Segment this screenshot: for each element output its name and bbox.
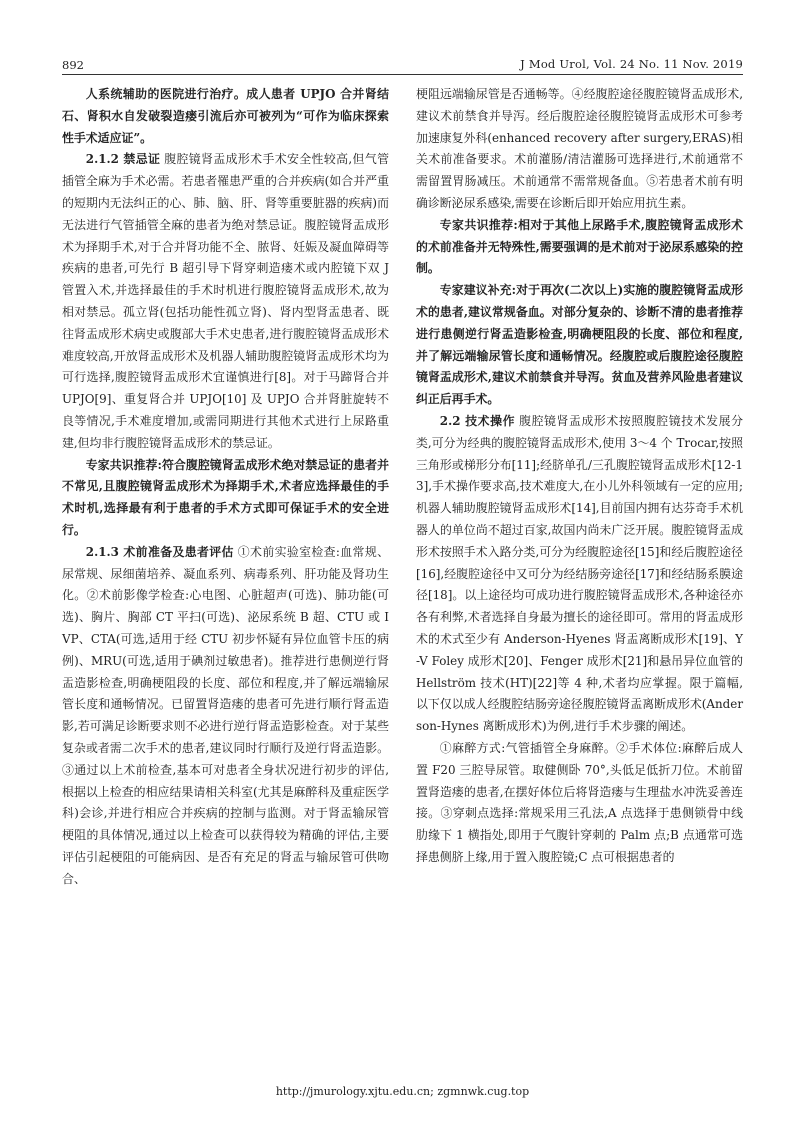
section-heading: 2.2 技术操作 [439, 413, 516, 428]
paragraph-continued: 梗阻远端输尿管是否通畅等。④经腹腔途径腹腔镜肾盂成形术,建议术前禁食并导泻。经后腹腔途径腹腔镜肾盂成形术可参考加速康复外科(enhanced recovery after surgery,ERAS)相关术前准备要求。术前灌肠/清洁灌肠可选择进行,术前通常不需留置胃肠减压。术前通常不需常规备血。⑤若患者术前有明确诊断泌尿系感染,需要在诊断后即开始应用抗生素。 [416, 87, 744, 210]
section-body: 腹腔镜肾盂成形术按照腹腔镜技术发展分类,可分为经典的腹腔镜肾盂成形术,使用 3～4 个 Trocar,按照三角形或梯形分布[11];经脐单孔/三孔腹腔镜肾盂成形术[12-13],手术操作要求高,技术难度大,在小儿外科领域有一定的应用;机器人辅助腹腔镜肾盂成形术[14],目前国内拥有达芬奇手术机器人的单位尚不超过百家,故国内尚未广泛开展。腹腔镜肾盂成形术按照手术入路分类,可分为经腹腔途径[15]和经后腹腔途径[16],经腹腔途径中又可分为经结肠旁途径[17]和经结肠系膜途径[18]。以上途径均可成功进行腹腔镜肾盂成形术,各种途径亦各有利弊,术者选择自身最为擅长的途径即可。常用的肾盂成形术的术式至少有 Anderson-Hyenes 肾盂离断成形术[19]、Y-V Foley 成形术[20]、Fenger 成形术[21]和悬吊异位血管的 Hellström 技术(HT)[22]等 4 种,术者均应掌握。限于篇幅,以下仅以成人经腹腔结肠旁途径腹腔镜肾盂离断成形术(Anderson-Hynes 离断成形术)为例,进行手术步骤的阐述。 [416, 413, 743, 734]
section-heading: 2.1.2 禁忌证 [85, 152, 161, 167]
paragraph-bold-intro: 人系统辅助的医院进行治疗。成人患者 UPJO 合并肾结石、肾积水自发破裂造瘘引流后亦可被列为“可作为临床探索性手术适应证”。 [62, 87, 389, 145]
section-body: 腹腔镜肾盂成形术手术安全性较高,但气管插管全麻为手术必需。若患者罹患严重的合并疾病(如合并严重的短期内无法纠正的心、肺、脑、肝、肾等重要脏器的疾病)而无法进行气管插管全麻的患者为绝对禁忌证。腹腔镜肾盂成形术为择期手术,对于合并肾功能不全、脓肾、妊娠及凝血障碍等疾病的患者,可先行 B 超引导下肾穿刺造瘘术或内腔镜下双 J 管置入术,并选择最佳的手术时机进行腹腔镜肾盂成形术,故为相对禁忌。孤立肾(包括功能性孤立肾)、肾内型肾盂患者、既往肾盂成形术病史或腹部大手术史患者,进行腹腔镜肾盂成形术难度较高,开放肾盂成形术及机器人辅助腹腔镜肾盂成形术均为可行选择,腹腔镜肾盂成形术宜谨慎进行[8]。对于马蹄肾合并 UPJO[9]、重复肾合并 UPJO[10] 及 UPJO 合并肾脏旋转不良等情况,手术难度增加,或需同期进行其他术式进行上尿路重建,但均非行腹腔镜肾盂成形术的禁忌证。 [62, 152, 389, 450]
section-contraindications [62, 149, 389, 454]
journal-reference: J Mod Urol, Vol. 24 No. 11 Nov. 2019 [520, 57, 743, 71]
right-column [416, 84, 743, 869]
page-number: 892 [62, 58, 84, 72]
expert-supplement: 专家建议补充:对于再次(二次以上)实施的腹腔镜肾盂成形术的患者,建议常规备血。对部分复杂的、诊断不清的患者推荐进行患侧逆行肾盂造影检查,明确梗阻段的长度、部位和程度,并了解远端输尿管长度和通畅情况。经腹腔或后腹腔途径腹腔镜肾盂成形术,建议术前禁食并导泻。贫血及营养风险患者建议纠正后再手术。 [416, 283, 743, 407]
left-column [62, 84, 389, 890]
paragraph-steps: ①麻醉方式:气管插管全身麻醉。②手术体位:麻醉后成人置 F20 三腔导尿管。取健侧卧 70°,头低足低折刀位。术前留置肾造瘘的患者,在摆好体位后将肾造瘘与生理盐水冲洗妥善连接。③穿刺点选择:常规采用三孔法,A 点选择于患侧锁骨中线肋缘下 1 横指处,即用于气腹针穿刺的 Palm 点;B 点通常可选择患侧脐上缘,用于置入腹腔镜;C 点可根据患者的 [416, 740, 743, 864]
header-rule [62, 74, 743, 75]
section-heading: 2.1.3 术前准备及患者评估 [85, 544, 234, 559]
consensus-recommendation: 专家共识推荐:符合腹腔镜肾盂成形术绝对禁忌证的患者并不常见,且腹腔镜肾盂成形术为择期手术,术者应选择最佳的手术时机,选择最有利于患者的手术方式即可保证手术的安全进行。 [62, 457, 389, 537]
consensus-recommendation: 专家共识推荐:相对于其他上尿路手术,腹腔镜肾盂成形术的术前准备并无特殊性,需要强调的是术前对于泌尿系感染的控制。 [416, 217, 743, 276]
footer-url: http://jmurology.xjtu.edu.cn; zgmnwk.cug.top [275, 1085, 530, 1098]
section-body: ①术前实验室检查:血常规、尿常规、尿细菌培养、凝血系列、病毒系列、肝功能及肾功生化。②术前影像学检查:心电图、心脏超声(可选)、肺功能(可选)、胸片、胸部 CT 平扫(可选)、泌尿系统 B 超、CTU 或 IVP、CTA(可选,适用于经 CTU 初步怀疑有异位血管卡压的病例)、MRU(可选,适用于碘剂过敏患者)。推荐进行患侧逆行肾盂造影检查,明确梗阻段的长度、部位和程度,并了解远端输尿管长度和通畅情况。已留置肾造瘘的患者可先进行顺行肾盂造影,若可满足诊断要求则不必进行逆行肾盂造影检查。对于某些复杂或者需二次手术的患者,建议同时行顺行及逆行肾盂造影。③通过以上术前检查,基本可对患者全身状况进行初步的评估,根据以上检查的相应结果请相关科室(尤其是麻醉科及重症医学科)会诊,并进行相应合并疾病的控制与监测。对于肾盂输尿管梗阻的具体情况,通过以上检查可以获得较为精确的评估,主要评估引起梗阻的可能病因、是否有充足的肾盂与输尿管可供吻合、 [62, 544, 389, 886]
section-preoperative [62, 542, 389, 891]
section-technique [416, 411, 743, 738]
